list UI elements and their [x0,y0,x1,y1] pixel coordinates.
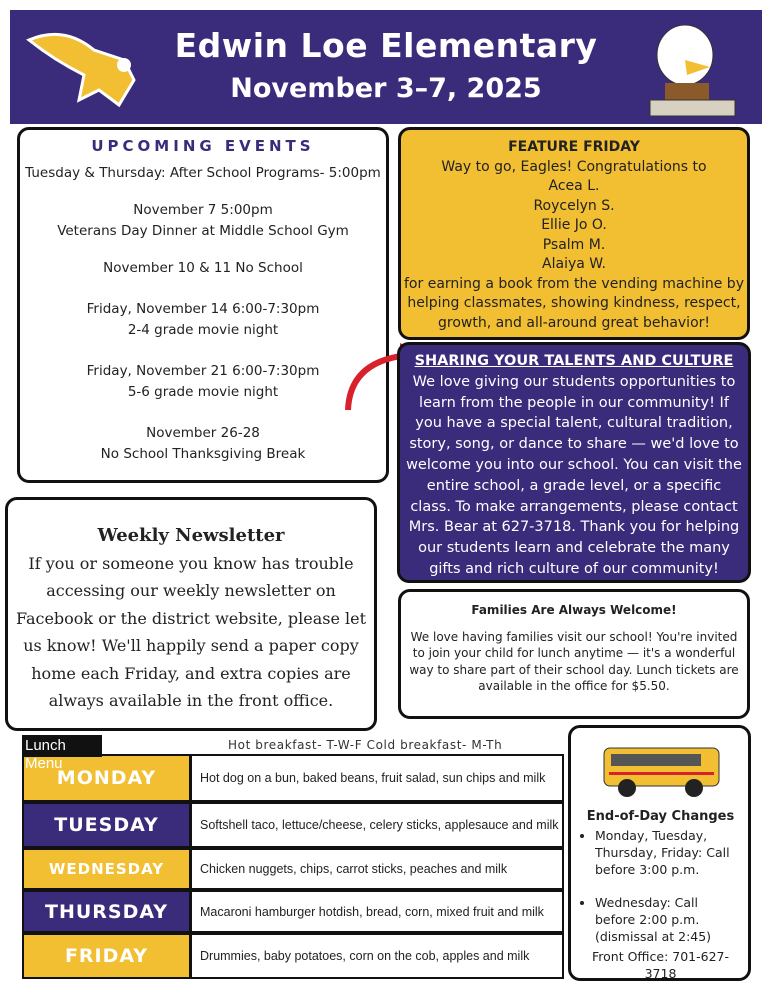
student-name: Roycelyn S. [533,197,615,214]
week-date: November 3–7, 2025 [230,73,542,104]
lunch-menu-item: Chicken nuggets, chips, carrot sticks, peaches and milk [192,850,562,888]
lunch-day: TUESDAY [24,804,192,846]
newsletter-heading: Weekly Newsletter [97,525,285,546]
event-line: November 10 & 11 No School [103,260,303,276]
lunch-day: WEDNESDAY [24,850,192,888]
lunch-menu-item: Softshell taco, lettuce/cheese, celery sticks, applesauce and milk [192,804,562,846]
event-line: Veterans Day Dinner at Middle School Gym [57,223,349,239]
end-of-day-panel [568,725,751,981]
newsletter-body: If you or someone you know has trouble accessing our weekly newsletter on Facebook or the district website, please let us know! We'll happily send a paper copy home each Friday, and extra copies are always available in the front office. [15,553,367,710]
lunch-menu-item: Hot dog on a bun, baked beans, fruit salad, sun chips and milk [192,756,562,800]
events-heading: UPCOMING EVENTS [91,137,315,155]
eod-item: • Wednesday: Call before 2:00 p.m. (dismissal at 2:45) [595,894,742,945]
event-item [20,361,386,403]
lunch-row [22,848,564,890]
front-office-phone: Front Office: 701-627-3718 [592,949,729,981]
event-item [20,200,386,242]
event-item [20,163,386,184]
lunch-day: FRIDAY [24,935,192,977]
student-name: Psalm M. [542,236,606,253]
eagle-lunch-icon [635,15,745,120]
event-item [20,299,386,341]
lunch-menu-label: Lunch Menu [22,735,102,757]
newsletter-panel [5,497,377,731]
event-line: 2-4 grade movie night [127,322,279,338]
event-line: Friday, November 14 6:00-7:30pm [86,301,320,317]
feature-outro: for earning a book from the vending machine by helping classmates, showing kindness, respect, growth, and all-around great behavior! [404,275,744,331]
event-item [20,423,386,465]
families-heading: Families Are Always Welcome! [471,603,677,617]
event-line: 5-6 grade movie night [127,384,279,400]
event-line: Friday, November 21 6:00-7:30pm [86,363,320,379]
eod-item: • Monday, Tuesday, Thursday, Friday: Call before 3:00 p.m. [595,827,742,878]
sharing-heading: SHARING YOUR TALENTS AND CULTURE [414,353,734,369]
event-line: November 26-28 [146,425,260,441]
eod-heading: End-of-Day Changes [586,809,735,824]
feature-intro: Way to go, Eagles! Congratulations to [441,158,707,175]
school-name: Edwin Loe Elementary [174,26,598,65]
upcoming-events-panel [17,127,389,483]
feature-heading: FEATURE FRIDAY [508,139,640,155]
sharing-talents-panel [397,342,751,583]
event-item [20,258,386,279]
event-line: November 7 5:00pm [133,202,273,218]
lunch-row [22,933,564,979]
breakfast-schedule: Hot breakfast- T-W-F Cold breakfast- M-Th [228,738,503,752]
lunch-menu-item: Drummies, baby potatoes, corn on the cob, apples and milk [192,935,562,977]
lunch-row [22,890,564,933]
sharing-body: We love giving our students opportunities to learn from the people in our community! If you have a special talent, cultural tradition, story, song, or dance to share — we'd love to welcome you into our school. You can visit the entire school, a grade level, or a specific class. To make arrangements, please contact Mrs. Bear at 627-3718. Thank you for helping our students learn and celebrate the many gifts and rich culture of our community! [406,373,742,577]
student-name: Alaiya W. [542,256,606,272]
event-line: Tuesday & Thursday: After School Programs- 5:00pm [25,165,381,181]
student-name: Acea L. [548,178,600,194]
feature-friday-panel [398,127,750,340]
event-line: No School Thanksgiving Break [100,446,306,462]
header-banner [10,10,762,124]
lunch-row [22,754,564,802]
lunch-day: THURSDAY [24,892,192,931]
lunch-day: MONDAY [24,756,192,800]
school-bus-icon [599,740,724,802]
lunch-menu-item: Macaroni hamburger hotdish, bread, corn, mixed fruit and milk [192,892,562,931]
lunch-row [22,802,564,848]
families-body: We love having families visit our school! You're invited to join your child for lunch anytime — it's a wonderful way to share part of their school day. Lunch tickets are available in the office for $5.50. [409,629,739,693]
student-name: Ellie Jo O. [541,217,607,233]
families-welcome-panel [398,589,750,719]
